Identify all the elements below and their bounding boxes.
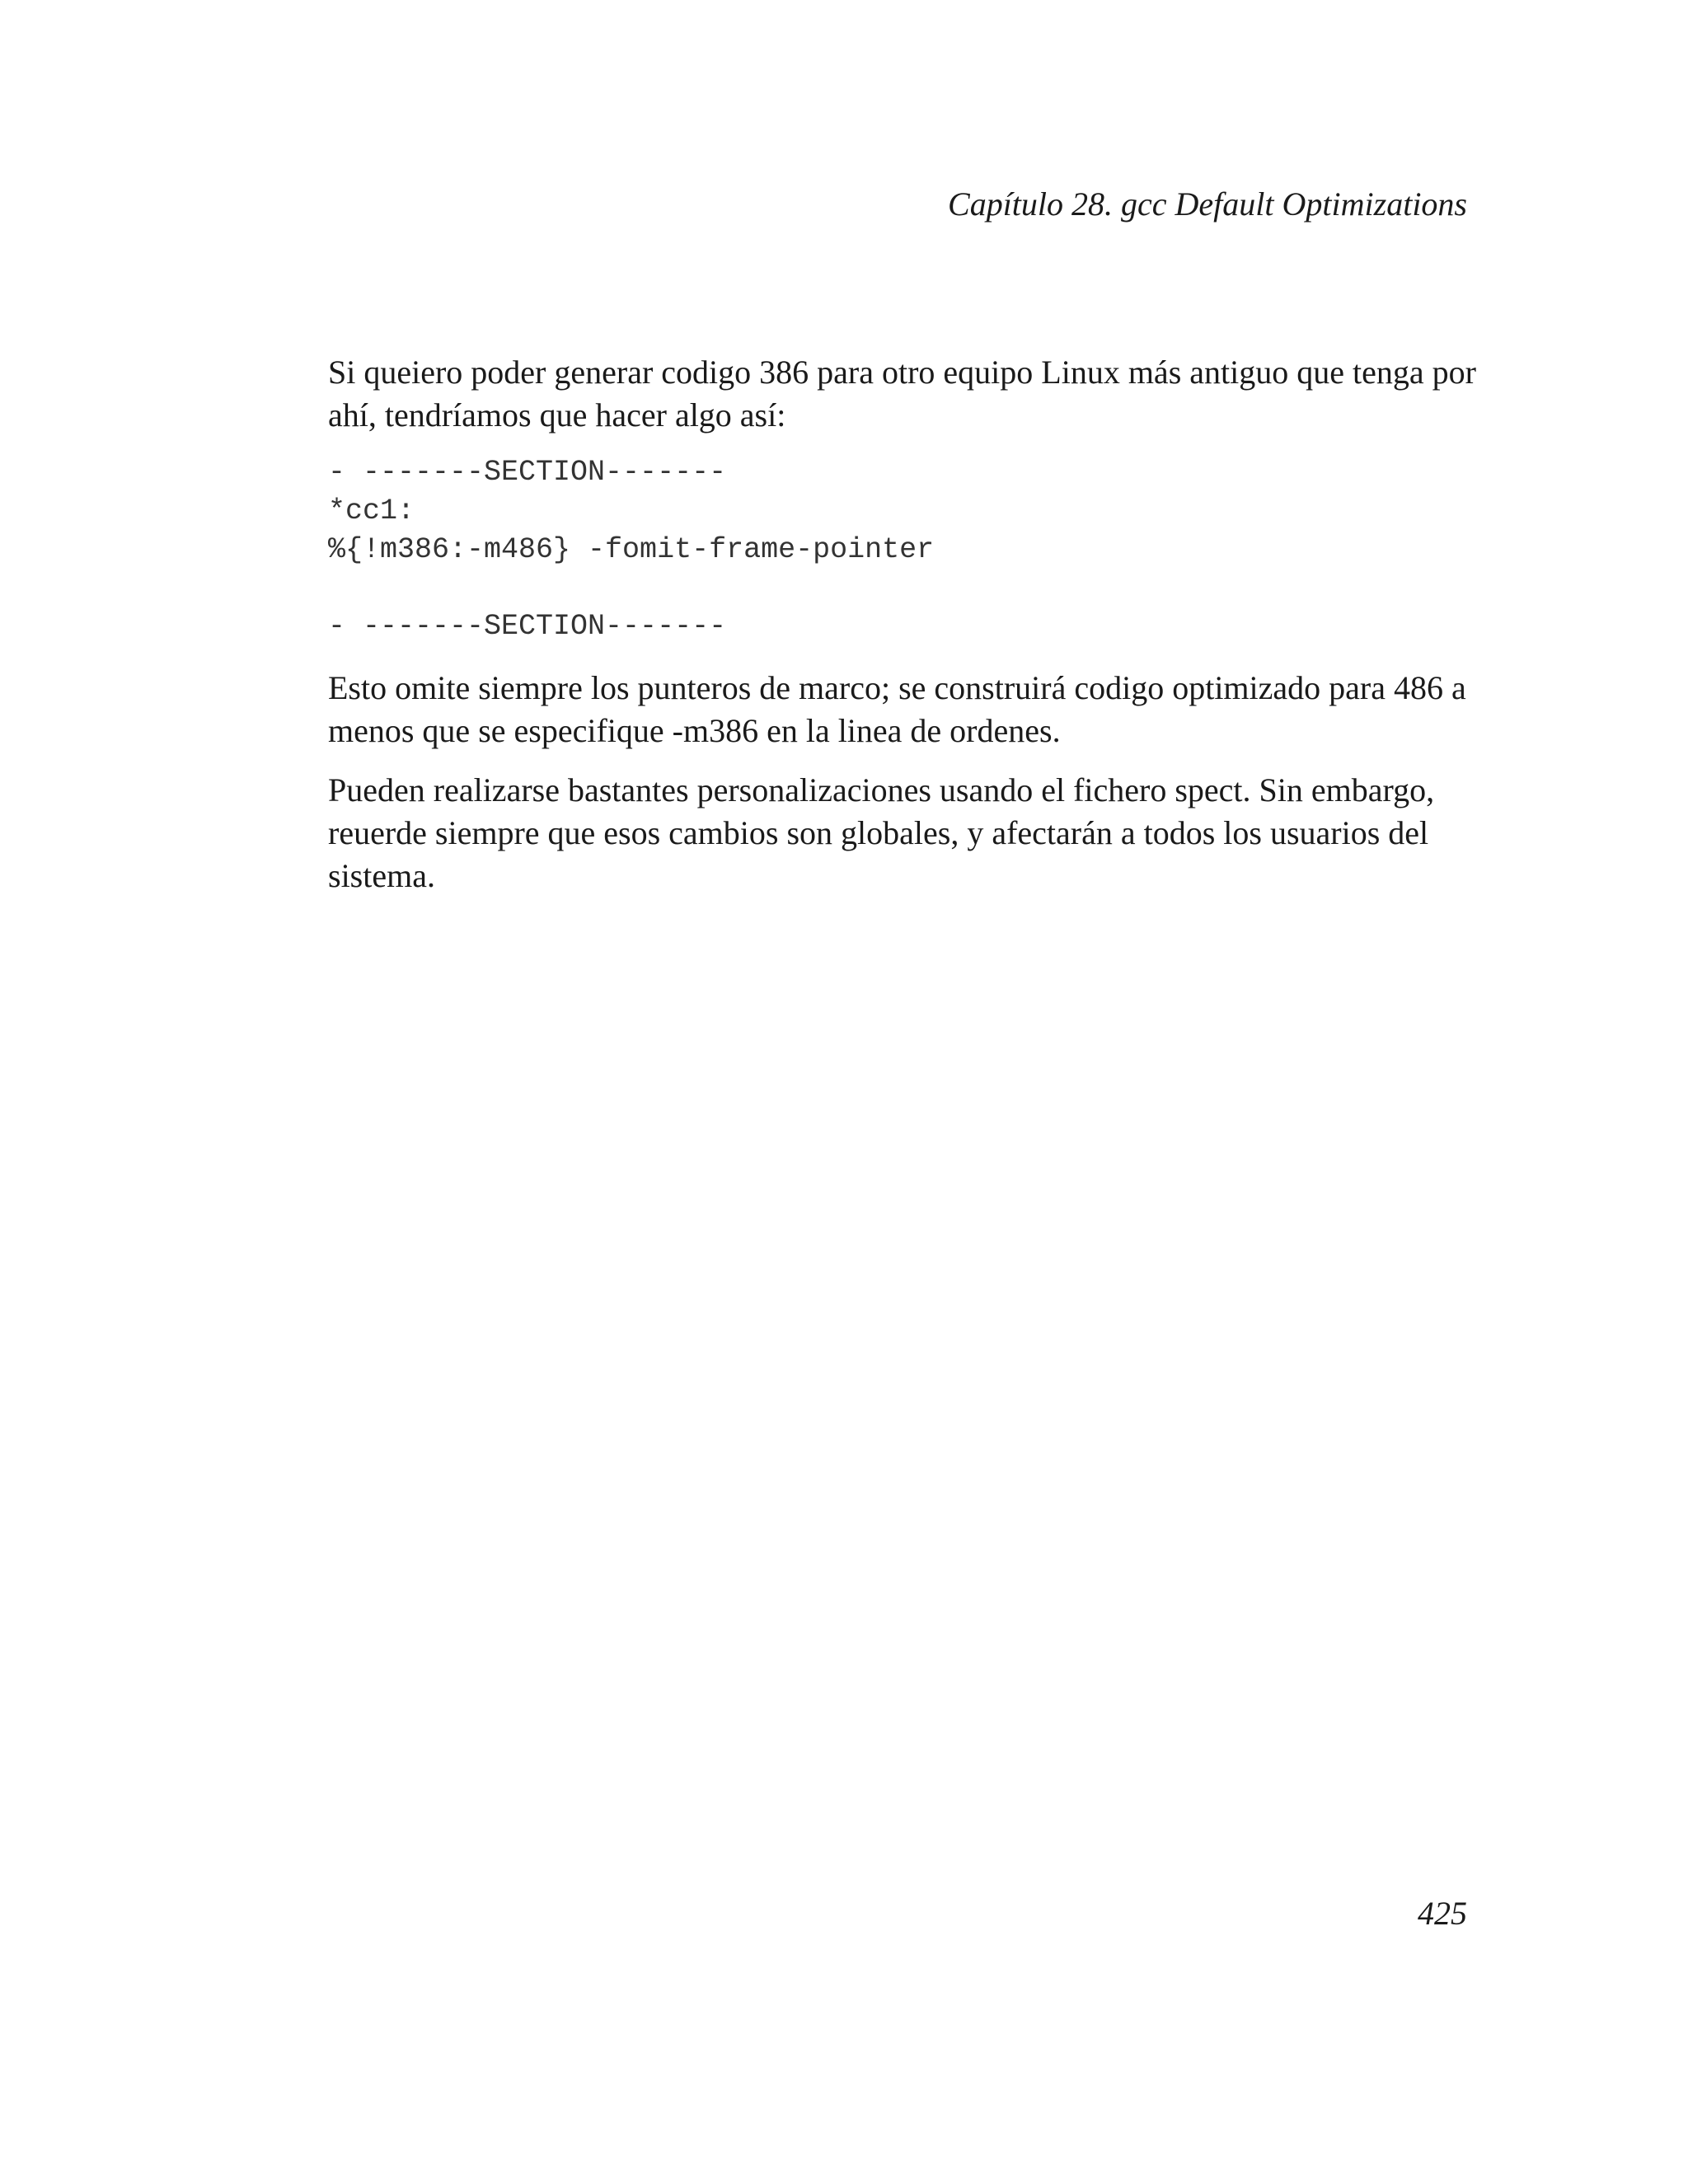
code-block [328,453,1482,646]
body-paragraph: Pueden realizarse bastantes personalizaciones usando el fichero spect. Sin embargo, reuerde siempre que esos cambios son globales, y afectarán a todos los usuarios del sistema. [328,771,1435,894]
code-line: - -------SECTION------- [328,610,727,643]
code-line: - -------SECTION------- [328,456,727,489]
page-number: 425 [1418,1895,1467,1932]
code-blank-line [328,569,1482,607]
running-header: Capítulo 28. gcc Default Optimizations [948,185,1467,223]
code-line: *cc1: [328,494,415,527]
page-body [328,351,1482,914]
body-paragraph: Esto omite siempre los punteros de marco; se construirá codigo optimizado para 486 a menos que se especifique -m386 en la linea de ordenes. [328,669,1466,749]
intro-paragraph: Si queiero poder generar codigo 386 para otro equipo Linux más antiguo que tenga por ahí, tendríamos que hacer algo así: [328,354,1476,434]
code-line: %{!m386:-m486} -fomit-frame-pointer [328,533,935,566]
